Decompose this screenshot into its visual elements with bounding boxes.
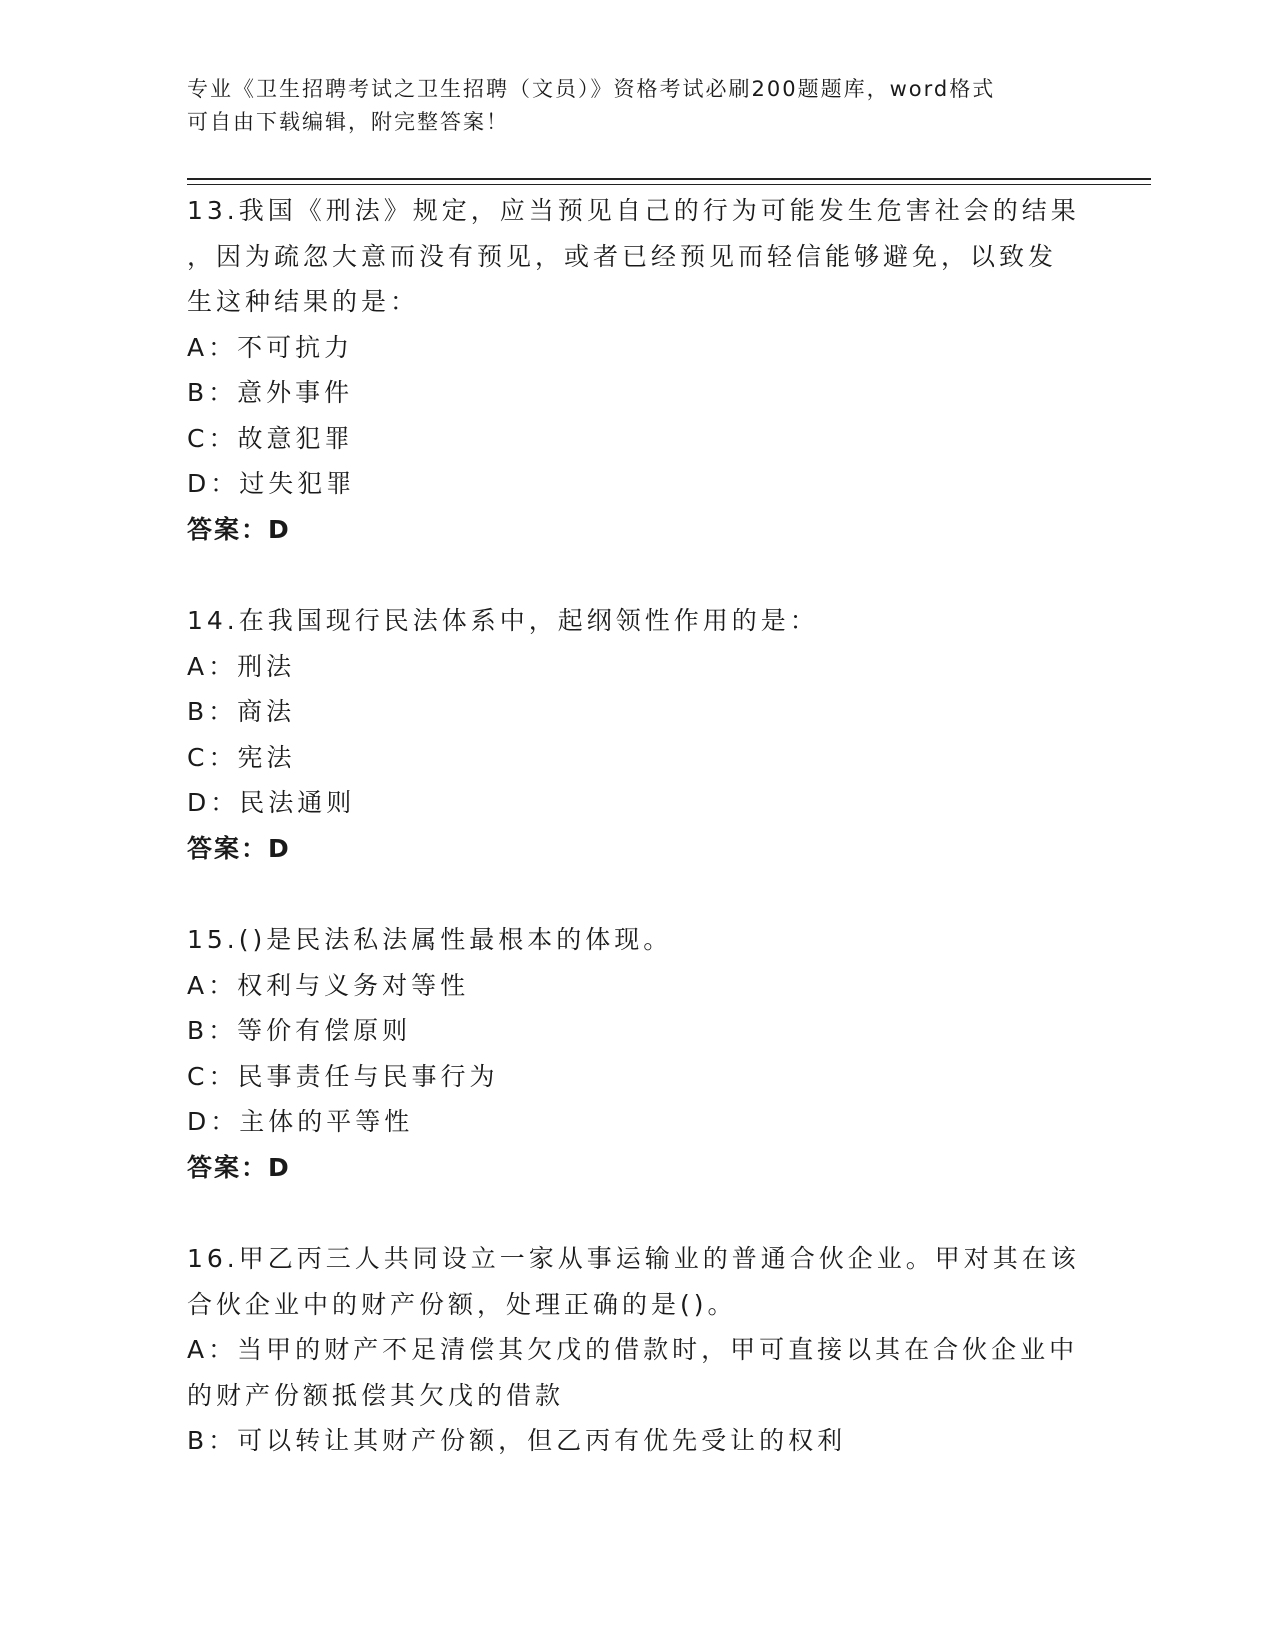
- option-b: B：意外事件: [187, 378, 354, 407]
- question-16: [187, 1236, 1087, 1464]
- question-text: 13.我国《刑法》规定，应当预见自己的行为可能发生危害社会的结果: [187, 196, 1080, 225]
- question-13: [187, 188, 1087, 552]
- option-b: B：等价有偿原则: [187, 1016, 412, 1045]
- option-a: A：权利与义务对等性: [187, 970, 470, 1000]
- header-line-1: 专业《卫生招聘考试之卫生招聘（文员）》资格考试必刷200题题库，word格式: [187, 77, 996, 101]
- question-text: 16.甲乙丙三人共同设立一家从事运输业的普通合伙企业。甲对其在该: [187, 1244, 1080, 1273]
- question-text: 生这种结果的是：: [187, 287, 420, 316]
- question-14: [187, 598, 1087, 871]
- option-a: A：当甲的财产不足清偿其欠戊的借款时，甲可直接以其在合伙企业中: [187, 1335, 1079, 1364]
- question-15: [187, 917, 1087, 1190]
- document-header: [187, 73, 1087, 139]
- header-divider-thin: [187, 184, 1151, 185]
- question-text: 合伙企业中的财产份额，处理正确的是()。: [187, 1289, 737, 1319]
- option-b: B：可以转让其财产份额，但乙丙有优先受让的权利: [187, 1426, 847, 1455]
- question-list: [187, 188, 1087, 1510]
- answer-label: 答案：D: [187, 514, 291, 544]
- option-c: C：宪法: [187, 742, 296, 772]
- question-text: 14.在我国现行民法体系中，起纲领性作用的是：: [187, 606, 819, 635]
- option-d: D：民法通则: [187, 788, 356, 817]
- header-divider-thick: [187, 178, 1151, 180]
- question-text: ，因为疏忽大意而没有预见，或者已经预见而轻信能够避免，以致发: [187, 241, 1058, 271]
- answer-label: 答案：D: [187, 833, 291, 863]
- option-a: A：刑法: [187, 651, 296, 681]
- header-line-2: 可自由下载编辑，附完整答案！: [187, 110, 509, 134]
- answer-label: 答案：D: [187, 1152, 291, 1182]
- option-b: B：商法: [187, 697, 296, 726]
- option-d: D：过失犯罪: [187, 469, 356, 498]
- option-d: D：主体的平等性: [187, 1107, 414, 1136]
- option-c: C：故意犯罪: [187, 423, 354, 453]
- option-a-continued: 的财产份额抵偿其欠戊的借款: [187, 1380, 565, 1410]
- option-a: A：不可抗力: [187, 332, 354, 362]
- option-c: C：民事责任与民事行为: [187, 1061, 499, 1091]
- question-text: 15.()是民法私法属性最根本的体现。: [187, 925, 673, 954]
